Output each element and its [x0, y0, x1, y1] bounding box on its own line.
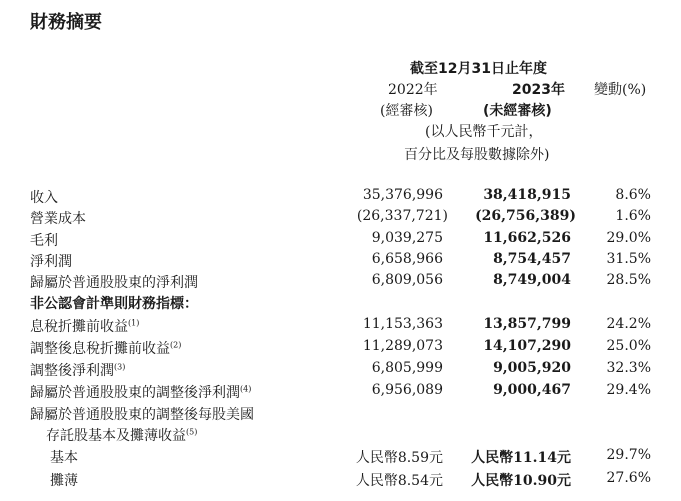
value-2022: 35,376,996 — [362, 187, 443, 203]
value-change: 25.0% — [606, 338, 651, 354]
col-2022-note: (經審核) — [380, 103, 433, 119]
value-2022: 6,809,056 — [371, 272, 443, 288]
eps-label-line1: 歸屬於普通股股東的調整後每股美國 — [30, 407, 254, 423]
col-change-header: 變動(%) — [594, 82, 647, 98]
value-change: 32.3% — [606, 360, 651, 376]
page-title: 財務摘要 — [30, 12, 102, 33]
value-change: 28.5% — [606, 272, 651, 288]
value-2022: 人民幣8.54元 — [355, 473, 443, 489]
unit-note-line1: (以人民幣千元計， — [425, 124, 543, 140]
row-label: 基本 — [50, 450, 78, 466]
value-change: 31.5% — [606, 251, 651, 267]
row-label: 淨利潤 — [30, 254, 72, 270]
value-2022: 11,289,073 — [362, 338, 443, 354]
row-label: 調整後淨利潤$^{(3)}$ — [30, 362, 126, 379]
value-2023: 人民幣10.90元 — [471, 473, 571, 489]
value-2022: 9,039,275 — [371, 230, 443, 246]
value-2022: 6,805,999 — [371, 360, 443, 376]
row-label: 毛利 — [30, 233, 58, 249]
value-2023: 13,857,799 — [483, 316, 571, 332]
value-2022: 人民幣8.59元 — [355, 450, 443, 466]
period-header: 截至12月31日止年度 — [410, 61, 547, 77]
value-2023: 8,749,004 — [493, 272, 571, 288]
value-2022: (26,337,721) — [356, 208, 448, 224]
value-2023: 14,107,290 — [483, 338, 571, 354]
value-2023: 38,418,915 — [483, 187, 571, 203]
row-label: 營業成本 — [30, 211, 86, 227]
row-label: 歸屬於普通股股東的調整後淨利潤$^{(4)}$ — [30, 384, 252, 401]
value-change: 8.6% — [615, 187, 651, 203]
row-label: 收入 — [30, 190, 58, 206]
value-2023: 人民幣11.14元 — [471, 450, 571, 466]
row-label: 調整後息稅折攤前收益$^{(2)}$ — [30, 340, 182, 357]
value-change: 1.6% — [615, 208, 651, 224]
value-change: 29.4% — [606, 382, 651, 398]
value-2023: (26,756,389) — [475, 208, 576, 224]
row-label: 息稅折攤前收益$^{(1)}$ — [30, 318, 140, 335]
value-change: 29.7% — [606, 447, 651, 463]
value-change: 27.6% — [606, 470, 651, 486]
col-2023-note: (未經審核) — [483, 103, 552, 119]
col-2023-year: 2023年 — [512, 82, 565, 98]
row-label: 攤薄 — [50, 473, 78, 489]
value-2022: 6,956,089 — [371, 382, 443, 398]
eps-label-line2: 存託股基本及攤薄收益$^{(5)}$ — [46, 427, 198, 444]
value-2023: 9,000,467 — [493, 382, 571, 398]
unit-note-line2: 百分比及每股數據除外) — [404, 147, 550, 163]
row-label: 歸屬於普通股股東的淨利潤 — [30, 275, 198, 291]
section-heading: 非公認會計準則財務指標： — [30, 296, 198, 312]
value-2022: 11,153,363 — [362, 316, 443, 332]
col-2022-year: 2022年 — [388, 82, 438, 98]
value-2023: 8,754,457 — [493, 251, 571, 267]
value-2022: 6,658,966 — [371, 251, 443, 267]
value-change: 24.2% — [606, 316, 651, 332]
value-2023: 9,005,920 — [493, 360, 571, 376]
value-change: 29.0% — [606, 230, 651, 246]
value-2023: 11,662,526 — [483, 230, 571, 246]
